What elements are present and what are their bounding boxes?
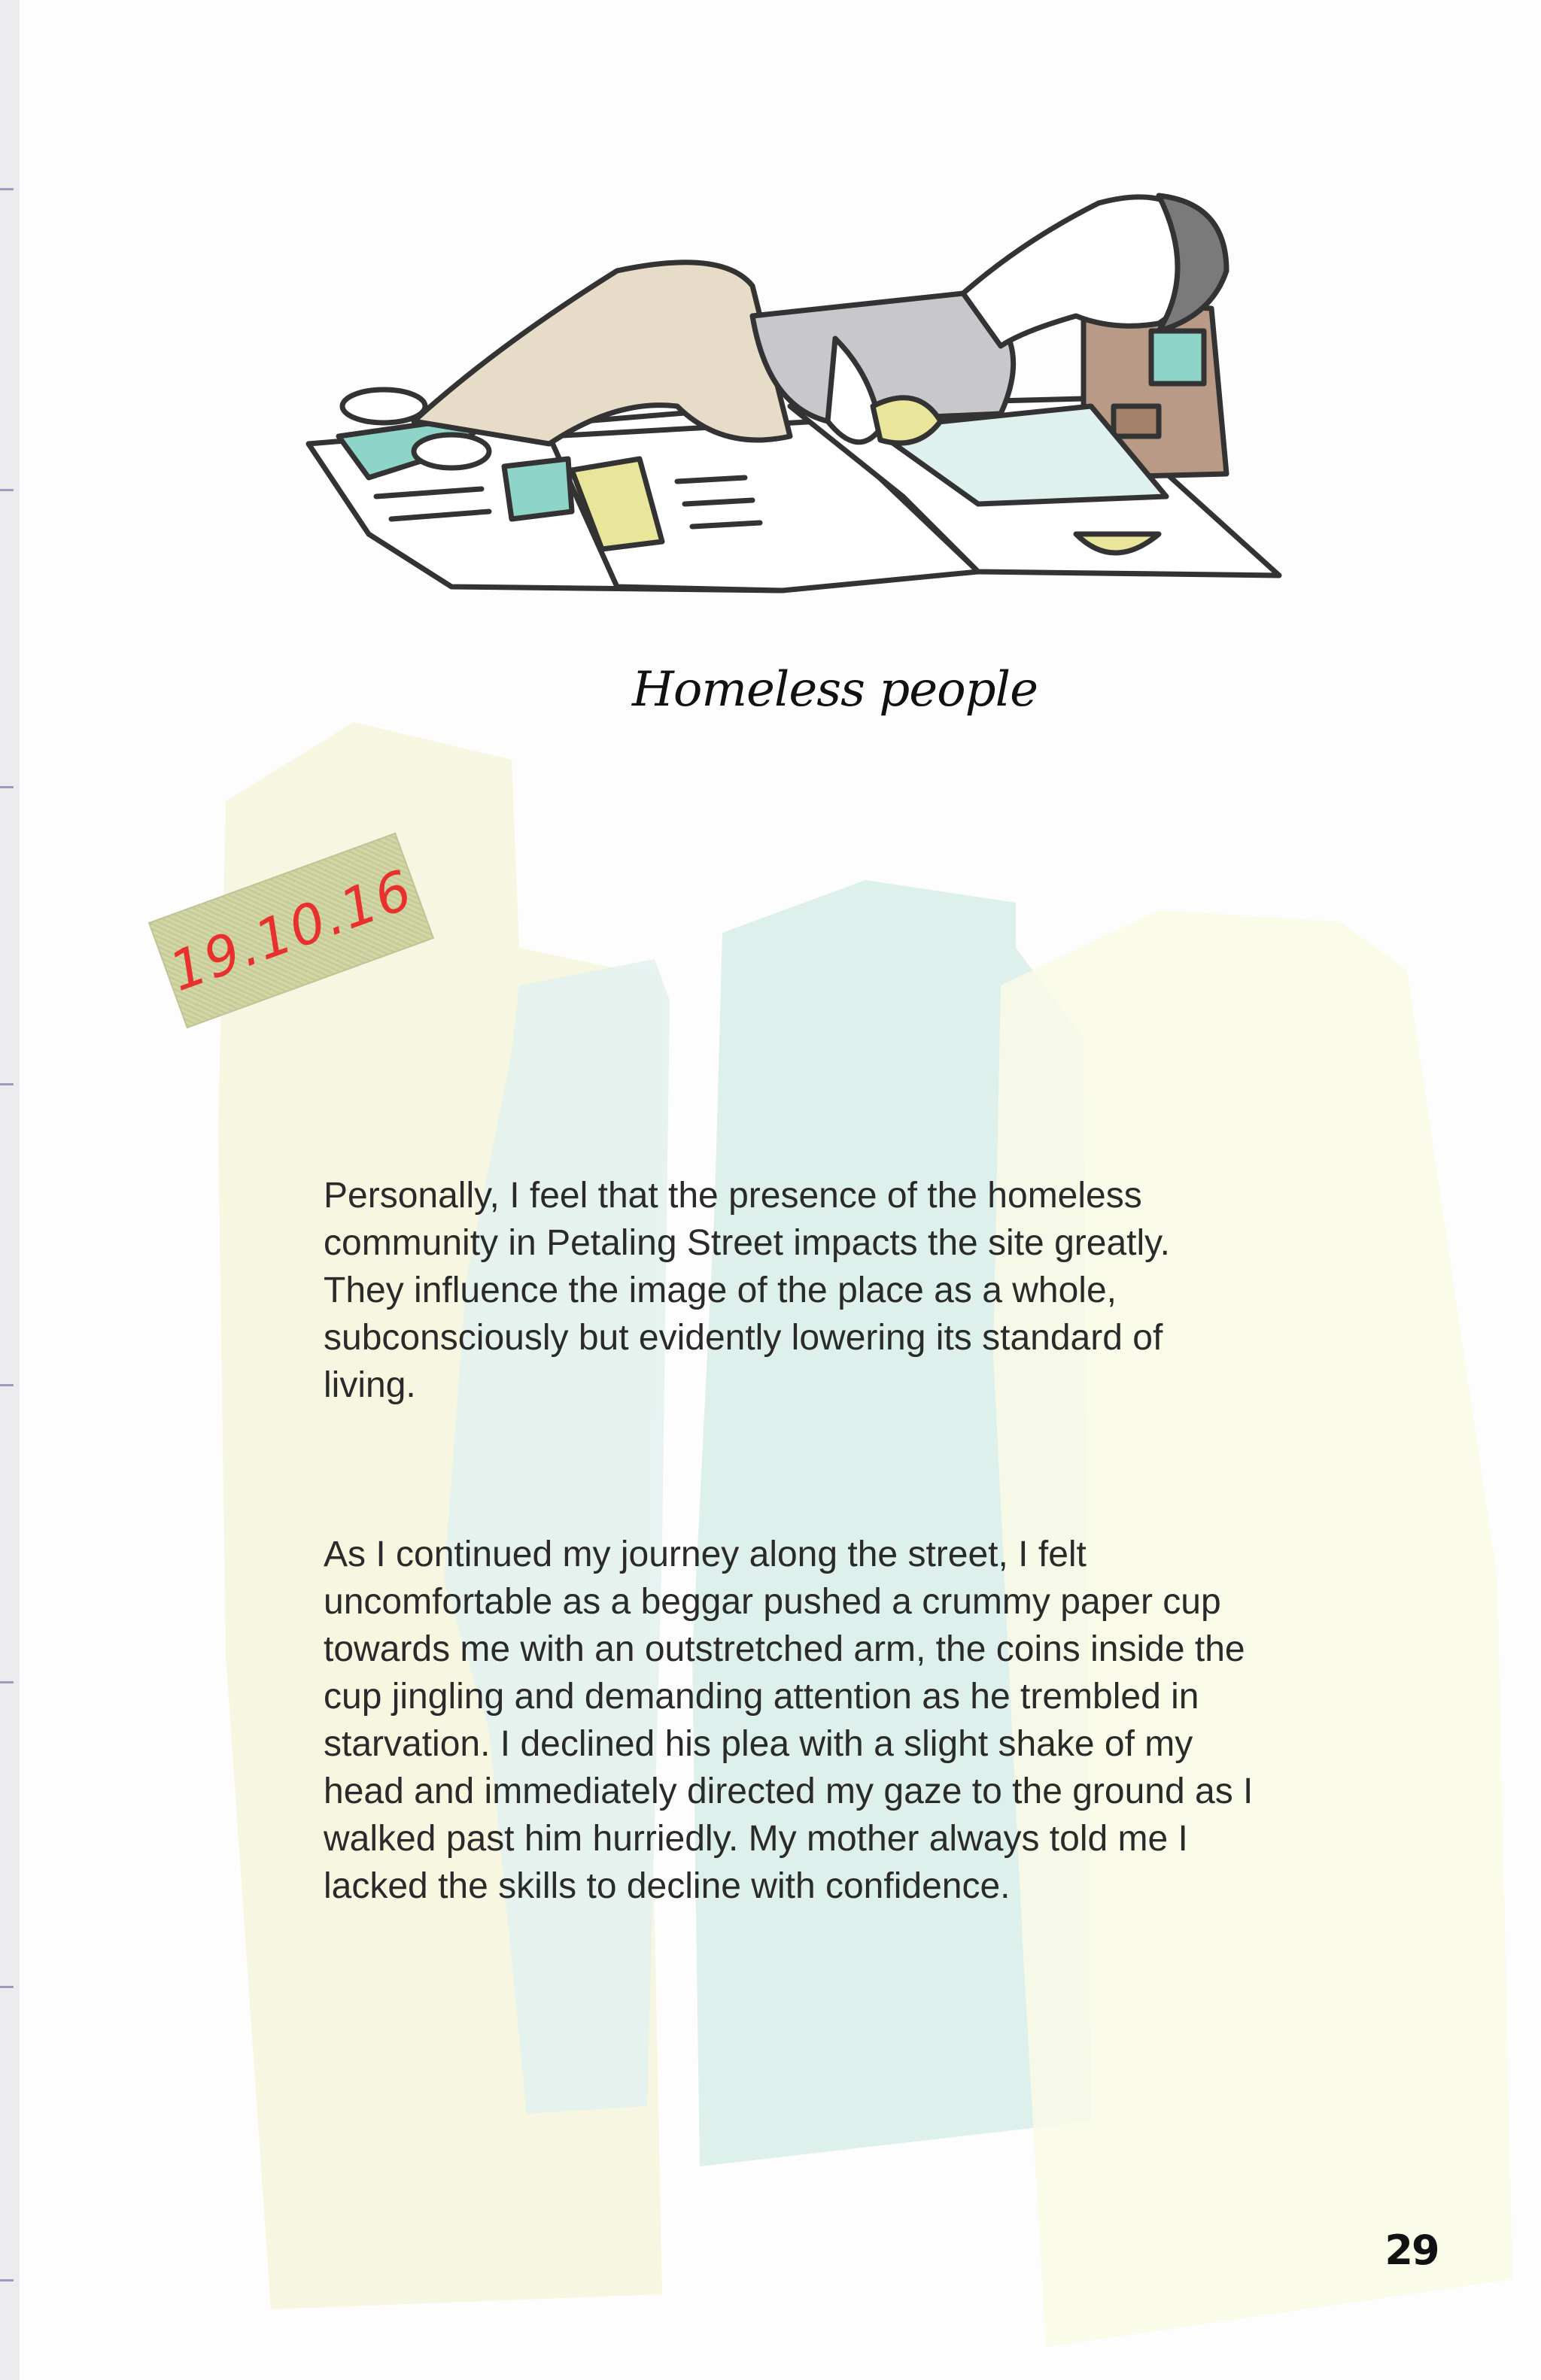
newspaper-text-line [677, 478, 745, 481]
body-paragraph: Personally, I feel that the presence of the homeless community in Petaling Street impacts the site greatly. They influence the image of the place as a whole, subconsciously but evidently lowering its standard of living. [324, 1176, 1170, 1405]
date-text: 19.10.16 [161, 857, 421, 1004]
box-patch [1151, 331, 1204, 384]
newspaper-photo-teal-small [504, 459, 572, 519]
page-number: 29 [1384, 2227, 1439, 2274]
foot [342, 390, 425, 423]
illustration-caption: Homeless people [632, 662, 1038, 718]
body-paragraph: As I continued my journey along the street, I felt uncomfortable as a beggar pushed a crummy paper cup towards me with an outstretched arm, the coins inside the cup jingling and demanding attention as he trembled in starvation. I declined his plea with a slight shake of my head and immediately directed my gaze to the ground as I walked past him hurriedly. My mother always told me I lacked the skills to decline with confidence. [324, 1535, 1254, 1906]
homeless-person-lying-on-newspapers-illustration [301, 181, 1302, 617]
box-label [1114, 406, 1159, 436]
newspaper-text-line [692, 523, 760, 527]
newspaper-text-line [685, 500, 752, 504]
patterned-trousers [414, 263, 790, 444]
foot [414, 435, 489, 468]
